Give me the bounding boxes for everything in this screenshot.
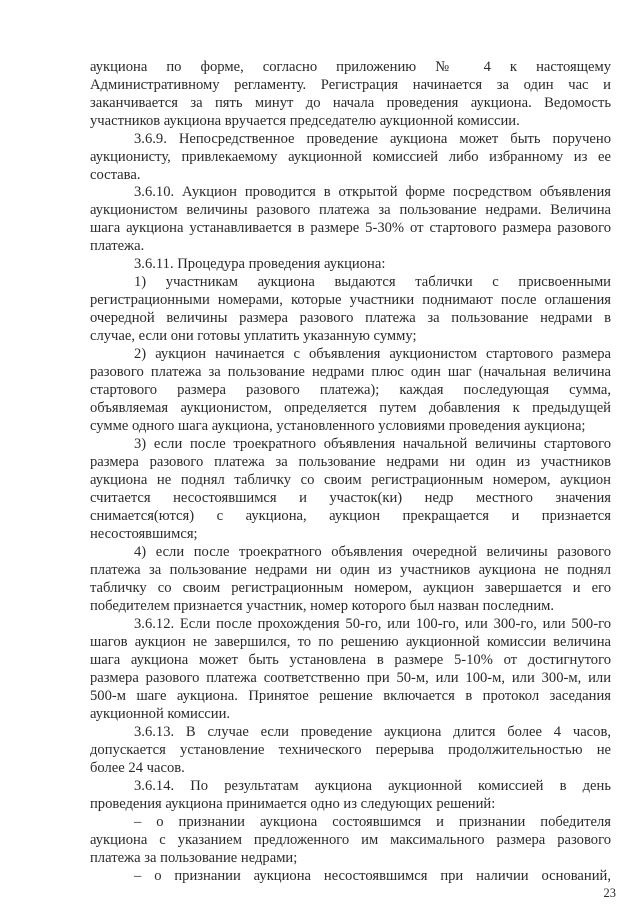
text-line: Административному регламенту. Регистрация начинается за один час и [90, 77, 611, 93]
text-line: несостоявшимся; [90, 526, 198, 542]
text-line: шага аукциона может быть установлена в размере 5-10% от достигнутого [90, 652, 611, 668]
text-line: победителем признается участник, номер которого был назван последним. [90, 598, 555, 614]
text-line: считается несостоявшимся и участок(ки) недр местного значения [90, 490, 611, 506]
text-line: платежа. [90, 238, 145, 254]
text-line: разового платежа за пользование недрами плюс один шаг (начальная величина [90, 364, 611, 380]
page-number: 23 [603, 886, 616, 900]
text-line: размера разового платежа соответственно при 50-м, или 100-м, или 300-м, или [90, 670, 611, 686]
text-line: очередной величины размера разового платежа за пользование недрами в [90, 310, 611, 326]
text-line: 3.6.10. Аукцион проводится в открытой форме посредством объявления [134, 184, 611, 200]
text-line: шагов аукцион не завершился, то по решению аукционной комиссии величина [90, 634, 611, 650]
text-line: 500-м шаге аукциона. Принятое решение включается в протокол заседания [90, 688, 611, 704]
text-line: 3.6.11. Процедура проведения аукциона: [134, 256, 386, 272]
text-line: платежа за пользование недрами; [90, 850, 298, 866]
text-line: более 24 часов. [90, 760, 185, 776]
text-line: допускается установление технического перерыва продолжительностью не [90, 742, 611, 758]
text-line: стартового размера разового платежа); каждая последующая сумма, [90, 382, 611, 398]
text-line: аукционисту, привлекаемому аукционной комиссией либо избранному из ее [90, 149, 611, 165]
text-line: заканчивается за пять минут до начала проведения аукциона. Ведомость [90, 95, 611, 111]
text-line: участников аукциона вручается председателю аукционной комиссии. [90, 113, 520, 129]
text-line: шага аукциона устанавливается в размере 5-30% от стартового размера разового [90, 220, 611, 236]
text-line: 4) если после троекратного объявления очередной величины разового [134, 544, 611, 560]
text-line: случае, если они готовы уплатить указанную сумму; [90, 328, 417, 344]
text-line: объявляемая аукционистом, определяется путем добавления к предыдущей [90, 400, 611, 416]
text-line: снимается(ются) с аукциона, аукцион прекращается и признается [90, 508, 611, 524]
text-line: 3.6.14. По результатам аукциона аукционной комиссией в день [134, 778, 611, 794]
text-line: платежа за пользование недрами ни один из участников аукциона не поднял [90, 562, 611, 578]
text-line: регистрационными номерами, которые участники поднимают после оглашения [90, 292, 611, 308]
text-line: 1) участникам аукциона выдаются таблички с присвоенными [134, 274, 611, 290]
text-line: – о признании аукциона состоявшимся и признании победителя [134, 814, 611, 830]
text-line: 3.6.12. Если после прохождения 50-го, или 100-го, или 300-го, или 500-го [134, 616, 611, 632]
text-line: проведения аукциона принимается одно из следующих решений: [90, 796, 496, 812]
text-line: аукциона с указанием предложенного им максимального размера разового [90, 832, 611, 848]
text-line: сумме одного шага аукциона, установленного условиями проведения аукциона; [90, 418, 586, 434]
text-line: – о признании аукциона несостоявшимся при наличии оснований, [134, 868, 611, 884]
text-line: 3) если после троекратного объявления начальной величины стартового [134, 436, 611, 452]
text-line: 3.6.13. В случае если проведение аукциона длится более 4 часов, [134, 724, 611, 740]
text-line: аукциона по форме, согласно приложению № 4 к настоящему [90, 59, 611, 75]
text-line: аукционистом величины разового платежа за пользование недрами. Величина [90, 202, 611, 218]
text-line: аукционной комиссии. [90, 706, 231, 722]
text-line: табличку со своим регистрационным номером, аукцион завершается и его [90, 580, 611, 596]
text-line: 3.6.9. Непосредственное проведение аукциона может быть поручено [134, 131, 611, 147]
text-line: состава. [90, 167, 141, 183]
text-line: аукциона не поднял табличку со своим регистрационным номером, аукцион [90, 472, 611, 488]
text-line: 2) аукцион начинается с объявления аукционистом стартового размера [134, 346, 611, 362]
text-line: размера разового платежа за пользование недрами ни один из участников [90, 454, 611, 470]
